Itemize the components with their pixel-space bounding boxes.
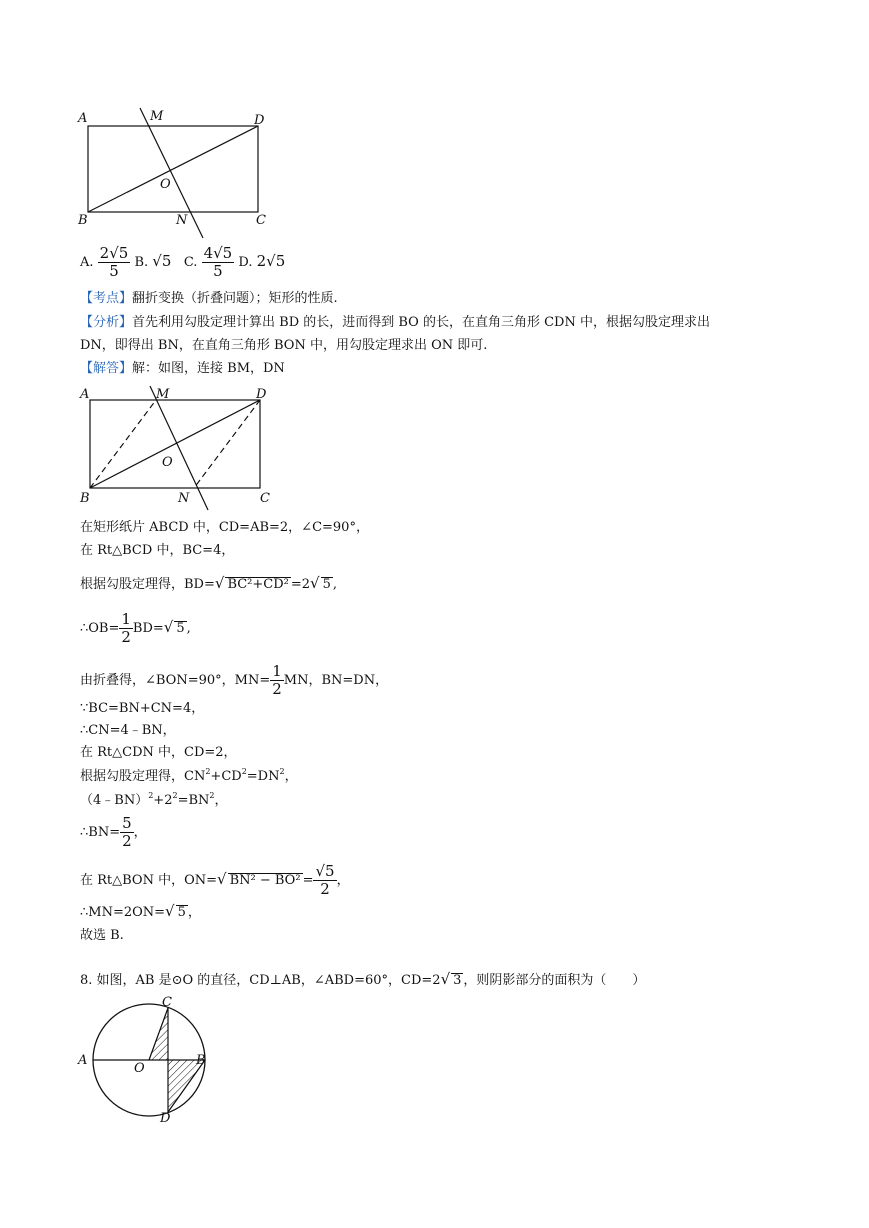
- solution-line-11: ∴BN= $\frac{5}{2}$ ，: [80, 814, 147, 850]
- label-C: C: [260, 491, 270, 506]
- figure-1-rectangle: [70, 100, 290, 245]
- label-N: N: [176, 213, 188, 228]
- label-D: D: [160, 1111, 171, 1126]
- fenxi-line-2: DN，即得出 BN，在直角三角形 BON 中，用勾股定理求出 ON 即可.: [80, 338, 488, 353]
- solution-line-13: ∴MN=2ON=√ 5 ，: [80, 902, 201, 920]
- option-a-label: A.: [80, 255, 94, 270]
- label-M: M: [150, 109, 164, 124]
- label-C: C: [256, 213, 266, 228]
- jieda-tag: 【解答】: [80, 361, 133, 376]
- label-O: O: [162, 455, 173, 470]
- option-c-fraction: $\frac{4√5}{5}$: [203, 244, 233, 280]
- kaodian-line: [80, 292, 338, 305]
- label-A: A: [78, 1053, 88, 1068]
- solution-line-14: 故选 B.: [80, 928, 124, 943]
- jieda-line: 【解答】解：如图，连接 BM，DN: [80, 361, 285, 376]
- solution-line-2: 在 Rt△BCD 中，BC=4，: [80, 543, 235, 558]
- solution-line-1: 在矩形纸片 ABCD 中，CD=AB=2，∠C=90°，: [80, 520, 369, 535]
- solution-line-10: $(4﹣BN)^2+2^2=BN^2$，: [80, 791, 228, 808]
- label-B: B: [196, 1053, 206, 1068]
- solution-line-5: 由折叠得，∠BON=90°，MN= $\frac{1}{2}$ MN，BN=DN，: [80, 662, 389, 698]
- option-c-label: C.: [183, 255, 198, 270]
- label-O: O: [134, 1061, 145, 1076]
- option-d-value: 2√5: [256, 252, 286, 270]
- label-B: B: [78, 213, 88, 228]
- fenxi-tag: 【分析】: [80, 315, 133, 330]
- solution-line-8: 在 Rt△CDN 中，CD=2，: [80, 745, 237, 760]
- solution-line-12: 在 Rt△BON 中，ON=√ BN² − BO² = $\frac{√5}{2}$ ，: [80, 862, 350, 898]
- label-M: M: [156, 387, 170, 402]
- label-N: N: [178, 491, 190, 506]
- answer-options: [80, 246, 285, 279]
- label-A: A: [80, 387, 90, 402]
- option-d-label: D.: [238, 255, 253, 270]
- label-A: A: [78, 111, 88, 126]
- label-D: D: [256, 387, 267, 402]
- option-b-label: B.: [134, 255, 149, 270]
- label-O: O: [160, 177, 171, 192]
- question-number: 8.: [80, 973, 93, 988]
- figure-3-circle: [74, 996, 214, 1126]
- option-a-fraction: $\frac{2√5}{5}$: [99, 244, 129, 280]
- solution-line-7: ∴CN=4﹣BN，: [80, 723, 176, 738]
- kaodian-tag: 【考点】: [80, 291, 133, 306]
- solution-line-9: 根据勾股定理得，$CN^2+CD^2=DN^2$，: [80, 767, 298, 784]
- kaodian-text: 翻折变换（折叠问题）；矩形的性质.: [132, 291, 338, 306]
- label-B: B: [80, 491, 90, 506]
- label-D: D: [254, 113, 265, 128]
- solution-line-3: 根据勾股定理得，BD=√ BC²+CD² =2√ 5 ,: [80, 574, 338, 592]
- solution-line-6: ∵BC=BN+CN=4，: [80, 701, 205, 716]
- question-8: 8. 如图，AB 是⊙O 的直径，CD⊥AB，∠ABD=60°，CD=2√ 3 ，则阴影部分的面积为（ ）: [80, 970, 646, 988]
- fenxi-line-1: 【分析】首先利用勾股定理计算出 BD 的长，进而得到 BO 的长，在直角三角形 CDN 中，根据勾股定理求出: [80, 315, 710, 330]
- label-C: C: [162, 996, 172, 1010]
- figure-2-rectangle: [70, 382, 290, 514]
- solution-line-4: ∴OB= $\frac{1}{2}$ BD=√ 5 ,: [80, 610, 191, 646]
- option-b-value: √5: [152, 252, 172, 270]
